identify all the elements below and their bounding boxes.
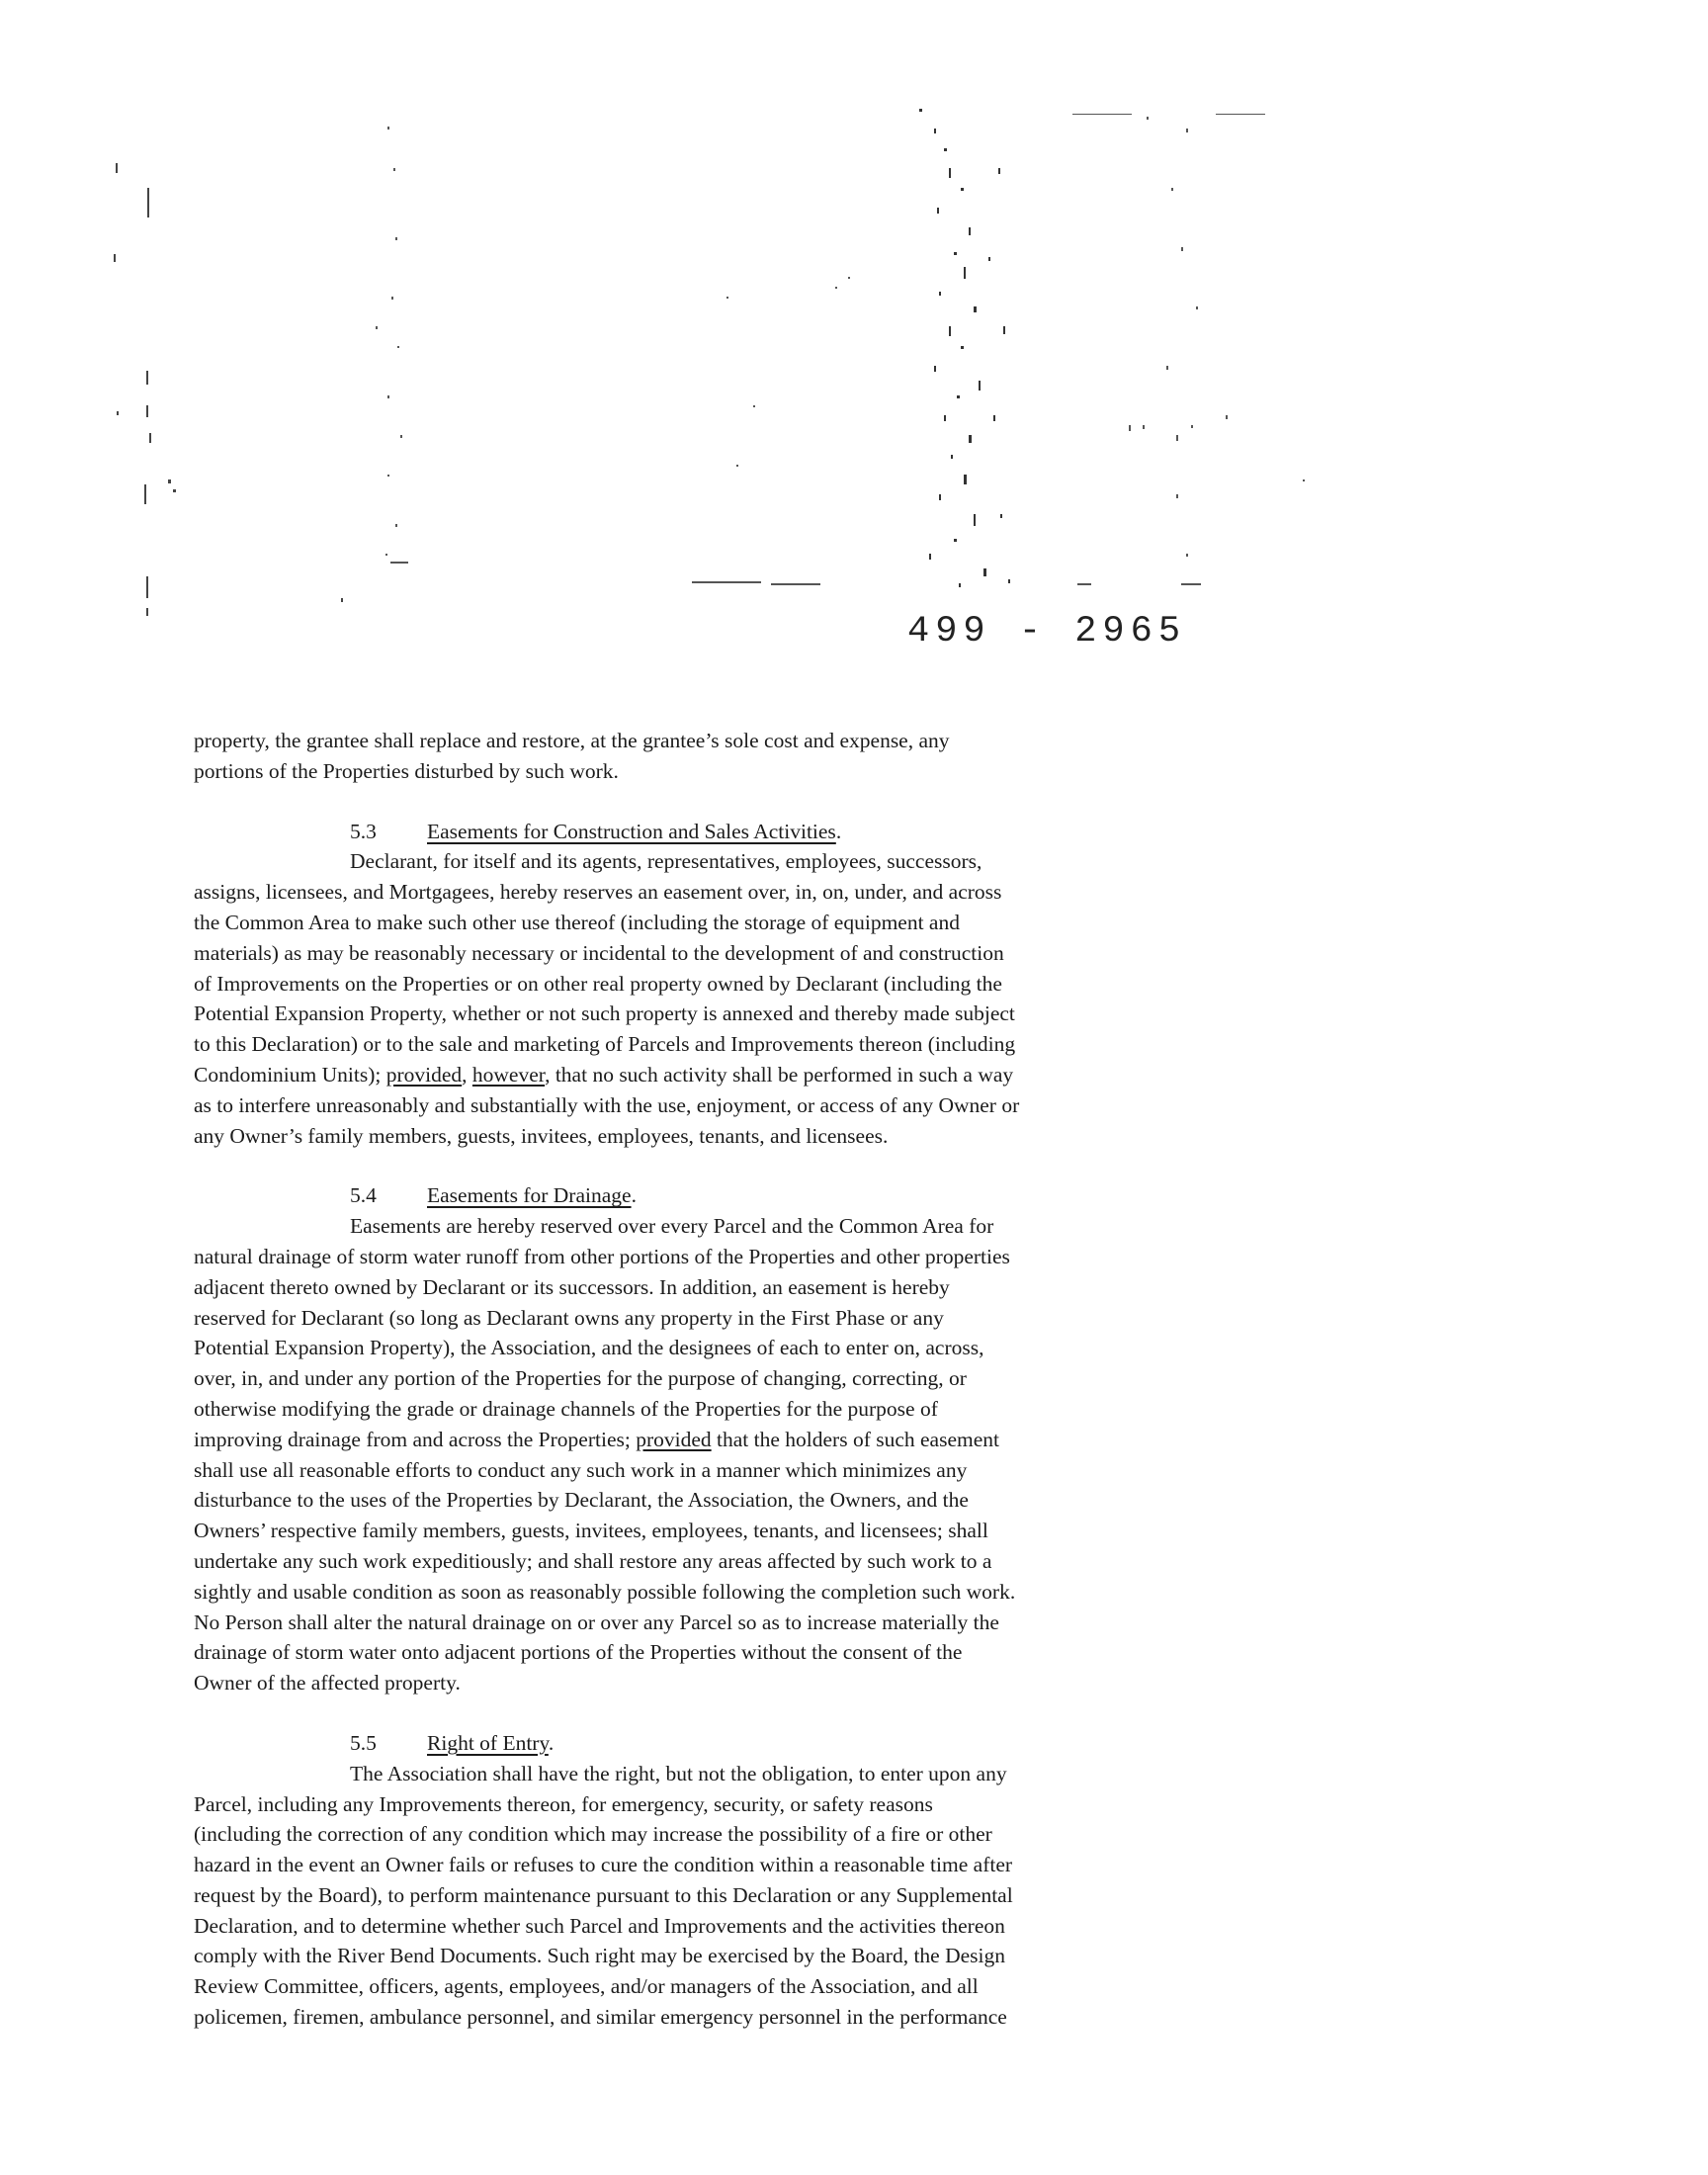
section-paragraph-5-4: [194, 1211, 1192, 1698]
text-line: over, in, and under any portion of the Properties for the purpose of changing, correcting, or: [194, 1366, 967, 1391]
text-line: Owners’ respective family members, guests, invitees, employees, tenants, and licensees; shall: [194, 1519, 988, 1543]
section-paragraph-5-3: [194, 846, 1192, 1151]
text-line: any Owner’s family members, guests, invitees, employees, tenants, and licensees.: [194, 1123, 889, 1148]
text-line: The Association shall have the right, but not the obligation, to enter upon any: [350, 1761, 1007, 1785]
text-line: as to interfere unreasonably and substantially with the use, enjoyment, or access of any Owner or: [194, 1092, 1020, 1117]
text-segment: ,: [462, 1062, 472, 1087]
text-line: reserved for Declarant (so long as Declarant owns any property in the First Phase or any: [194, 1305, 944, 1330]
text-line: hazard in the event an Owner fails or refuses to cure the condition within a reasonable time after: [194, 1853, 1013, 1877]
text-line: portions of the Properties disturbed by such work.: [194, 758, 619, 783]
underlined-term: provided: [636, 1427, 712, 1451]
text-line: adjacent thereto owned by Declarant or its successors. In addition, an easement is hereby: [194, 1274, 950, 1299]
text-line: the Common Area to make such other use thereof (including the storage of equipment and: [194, 910, 960, 934]
text-line: Easements are hereby reserved over every Parcel and the Common Area for: [350, 1214, 994, 1239]
scan-noise-artifacts: [0, 0, 1708, 633]
text-line: disturbance to the uses of the Properties by Declarant, the Association, the Owners, and the: [194, 1488, 969, 1513]
section-number: 5.3: [350, 819, 377, 843]
section-number: 5.5: [350, 1730, 377, 1755]
text-line: (including the correction of any condition which may increase the possibility of a fire or other: [194, 1822, 992, 1847]
section-heading-5-3: [194, 817, 1192, 847]
text-line: No Person shall alter the natural drainage on or over any Parcel so as to increase materially the: [194, 1610, 999, 1634]
underlined-term: however: [471, 1062, 546, 1087]
text-segment: that the holders of such easement: [711, 1427, 999, 1451]
text-line: Declaration, and to determine whether such Parcel and Improvements and the activities thereon: [194, 1913, 1005, 1938]
section-title: Right of Entry: [427, 1730, 549, 1755]
section-title: Easements for Drainage: [427, 1183, 632, 1208]
text-line: assigns, licensees, and Mortgagees, hereby reserves an easement over, in, on, under, and across: [194, 880, 1002, 905]
text-line: [194, 1060, 1192, 1090]
text-line: Potential Expansion Property), the Association, and the designees of each to enter on, across,: [194, 1336, 984, 1360]
text-line: Owner of the affected property.: [194, 1671, 461, 1696]
section-heading-5-5: [194, 1728, 1192, 1759]
section-paragraph-5-5: [194, 1759, 1192, 2033]
section-title-period: .: [631, 1183, 637, 1208]
document-body: [194, 726, 1192, 2033]
text-line: otherwise modifying the grade or drainage channels of the Properties for the purpose of: [194, 1396, 938, 1421]
text-line: Review Committee, officers, agents, employees, and/or managers of the Association, and all: [194, 1974, 979, 1999]
text-segment: , that no such activity shall be performed in such a way: [545, 1062, 1014, 1087]
text-line: natural drainage of storm water runoff from other portions of the Properties and other properties: [194, 1244, 1010, 1268]
text-line: materials) as may be reasonably necessary or incidental to the development of and construction: [194, 940, 1004, 965]
text-segment: Condominium Units);: [194, 1062, 386, 1087]
text-line: property, the grantee shall replace and restore, at the grantee’s sole cost and expense, any: [194, 729, 950, 752]
text-line: request by the Board), to perform maintenance pursuant to this Declaration or any Supplemental: [194, 1882, 1013, 1907]
section-number: 5.4: [350, 1183, 377, 1208]
text-line: Parcel, including any Improvements thereon, for emergency, security, or safety reasons: [194, 1791, 933, 1816]
text-line: sightly and usable condition as soon as reasonably possible following the completion such work.: [194, 1579, 1016, 1604]
text-line: shall use all reasonable efforts to conduct any such work in a manner which minimizes any: [194, 1457, 968, 1482]
text-line: of Improvements on the Properties or on other real property owned by Declarant (including the: [194, 971, 1002, 996]
intro-paragraph: [194, 726, 1192, 787]
underlined-term: provided: [385, 1062, 463, 1087]
text-line: undertake any such work expeditiously; and shall restore any areas affected by such work to a: [194, 1548, 992, 1573]
text-line: [194, 1425, 1192, 1455]
section-title: Easements for Construction and Sales Activities: [427, 819, 836, 843]
text-line: Declarant, for itself and its agents, representatives, employees, successors,: [350, 849, 982, 874]
text-line: comply with the River Bend Documents. Such right may be exercised by the Board, the Design: [194, 1944, 1005, 1968]
section-heading-5-4: [194, 1180, 1192, 1211]
section-title-period: .: [835, 819, 842, 843]
section-title-period: .: [548, 1730, 555, 1755]
text-line: Potential Expansion Property, whether or not such property is annexed and thereby made subject: [194, 1001, 1015, 1026]
recording-number: 499 - 2965: [907, 611, 1187, 652]
text-line: to this Declaration) or to the sale and marketing of Parcels and Improvements thereon (including: [194, 1032, 1016, 1057]
text-segment: improving drainage from and across the Properties;: [194, 1427, 637, 1451]
text-line: drainage of storm water onto adjacent portions of the Properties without the consent of the: [194, 1640, 963, 1665]
text-line: policemen, firemen, ambulance personnel, and similar emergency personnel in the performance: [194, 2005, 1007, 2030]
